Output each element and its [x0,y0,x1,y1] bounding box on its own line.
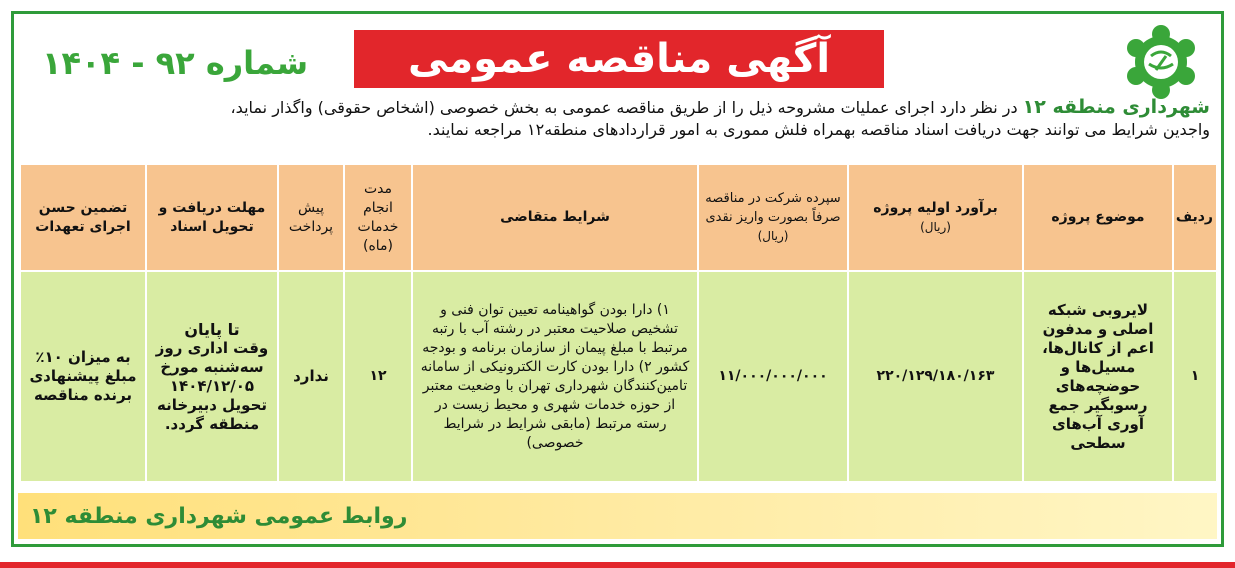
org-name: شهرداری منطقه ۱۲ [1022,96,1210,118]
ad-number: شماره ۹۲ - ۱۴۰۴ [41,44,309,82]
cell-guarantee: به میزان ۱۰٪ مبلغ پیشنهادی برنده مناقصه [20,271,146,482]
header-deposit [698,164,848,271]
cell-duration: ۱۲ [344,271,412,482]
header-estimate-unit: (ریال) [920,219,951,234]
intro-text [20,96,1210,141]
header-guarantee: تضمین حسن اجرای تعهدات [20,164,146,271]
header-conditions: شرایط متقاضی [412,164,698,271]
intro-line-2: واجدین شرایط می توانند جهت دریافت اسناد مناقصه بهمراه فلش مموری به امور قراردادهای منطقه۱۲ مراجعه نمایند. [427,120,1210,139]
cell-conditions: ۱) دارا بودن گواهینامه تعیین توان فنی و تشخیص صلاحیت معتبر در رشته آب با رتبه مرتبط با مبلغ پیمان از سازمان برنامه و بودجه کشور ۲) دارا بودن کارت الکترونیکی از سامانه تامین‌کنندگان شهرداری تهران با وضعیت معتبر از حوزه خدمات شهری و محیط زیست در رسته مرتبط (مابقی شرایط در شرایط خصوصی) [412,271,698,482]
table-header-row [20,164,1217,271]
footer-text: روابط عمومی شهرداری منطقه ۱۲ [30,503,408,529]
cell-prepayment: ندارد [278,271,344,482]
cell-deadline-head: تا پایان [184,319,240,339]
cell-deadline-body: وقت اداری روز سه‌شنبه مورخ ۱۴۰۴/۱۲/۰۵ تحویل دبیرخانه منطقه گردد. [155,338,269,433]
header-deadline: مهلت دریافت و تحویل اسناد [146,164,278,271]
header-deposit-label: سپرده شرکت در مناقصه صرفاً بصورت واریز نقدی [705,191,841,225]
bottom-red-rule [0,562,1235,568]
cell-row-number: ۱ [1173,271,1217,482]
cell-subject: لایروبی شبکه اصلی و مدفون اعم از کانال‌ها، مسیل‌ها و حوضچه‌های رسوبگیر جمع آوری آب‌های سطحی [1023,271,1173,482]
header-estimate-label: برآورد اولیه پروژه [873,199,998,216]
header-duration: مدت انجام خدمات (ماه) [344,164,412,271]
tehran-municipality-emblem-icon [1116,22,1206,102]
cell-estimate: ۲۲۰/۱۲۹/۱۸۰/۱۶۳ [848,271,1023,482]
header-prepayment: پیش پرداخت [278,164,344,271]
header-subject: موضوع پروژه [1023,164,1173,271]
header-row-number: ردیف [1173,164,1217,271]
header-estimate [848,164,1023,271]
cell-deposit: ۱۱/۰۰۰/۰۰۰/۰۰۰ [698,271,848,482]
intro-line-1: در نظر دارد اجرای عملیات مشروحه ذیل را از طریق مناقصه عمومی به بخش خصوصی (اشخاص حقوقی) واگذار نماید، [230,98,1018,117]
tender-table [19,163,1218,483]
cell-deadline [146,271,278,482]
table-row [20,271,1217,482]
ad-title-banner: آگهی مناقصه عمومی [354,30,884,88]
footer-band [18,493,1217,539]
header-deposit-unit: (ریال) [757,229,789,243]
